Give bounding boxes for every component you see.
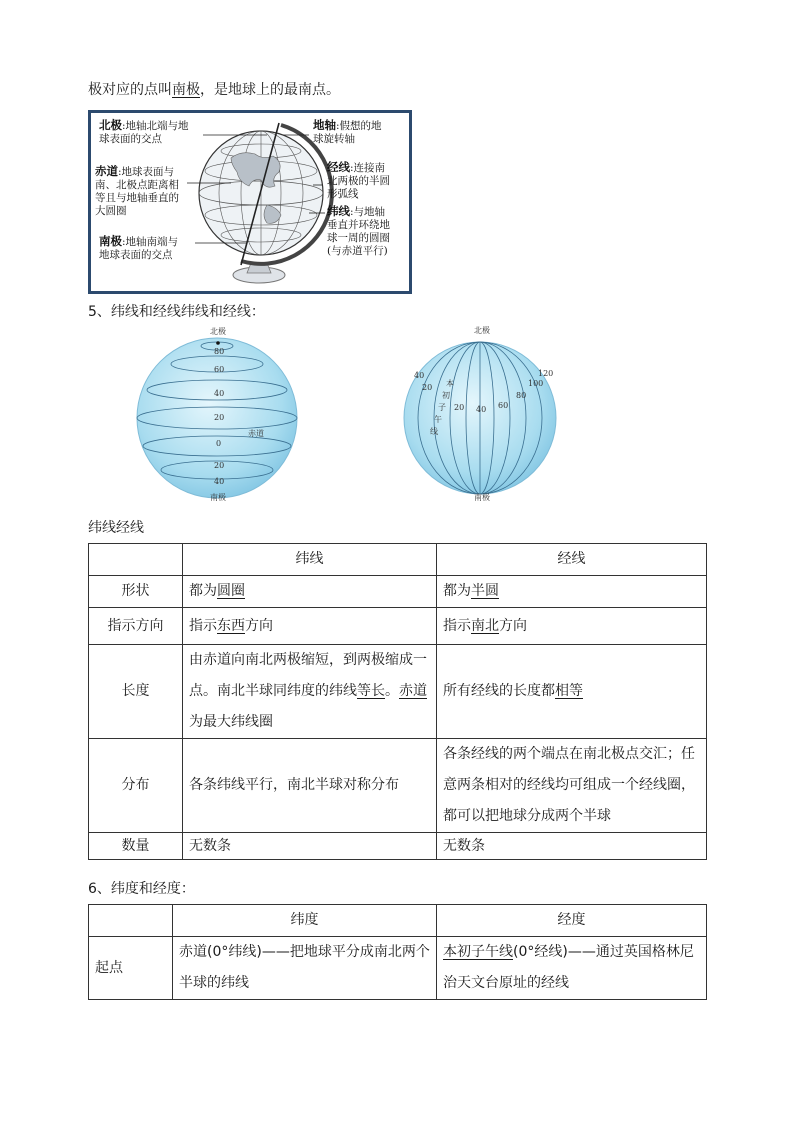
table-cell: 赤道(0°纬线)——把地球平分成南北两个 半球的纬线 bbox=[173, 937, 437, 1000]
lat-lon-comparison-table bbox=[88, 543, 707, 860]
lon-tick: 120 bbox=[538, 369, 554, 378]
table-row bbox=[89, 544, 707, 576]
lat-tick: 80 bbox=[214, 347, 225, 356]
table-row bbox=[89, 739, 707, 833]
section6-title: 6、纬度和经度： bbox=[88, 881, 195, 897]
table-cell: 无数条 bbox=[183, 833, 437, 860]
row-label: 长度 bbox=[89, 645, 183, 739]
lat-tick: 20 bbox=[214, 461, 225, 470]
row-label: 数量 bbox=[89, 833, 183, 860]
equator-callout: 赤道:地球表面与 南、北极点距离相 等且与地轴垂直的 大圆圈 bbox=[95, 164, 179, 217]
table-cell: 所有经线的长度都相等 bbox=[437, 645, 707, 739]
intro-line: 极对应的点叫南极，是地球上的最南点。 bbox=[88, 82, 340, 98]
lon-tick: 60 bbox=[498, 401, 509, 410]
row-label: 分布 bbox=[89, 739, 183, 833]
lon-south-label: 南极 bbox=[474, 493, 490, 502]
prime-meridian-char: 初 bbox=[442, 391, 450, 400]
latitude-longitude-table bbox=[88, 904, 707, 1000]
lat-tick: 40 bbox=[214, 389, 225, 398]
south-pole-callout: 南极:地轴南端与 地球表面的交点 bbox=[99, 234, 179, 261]
prime-meridian-char: 本 bbox=[446, 379, 454, 388]
equator-label: 赤道 bbox=[248, 429, 264, 438]
prime-meridian-char: 线 bbox=[430, 427, 438, 436]
header-cell: 经线 bbox=[437, 544, 707, 576]
table-cell: 都为圆圈 bbox=[183, 576, 437, 608]
lon-tick: 20 bbox=[454, 403, 465, 412]
table-row bbox=[89, 608, 707, 645]
axis-callout: 地轴:假想的地 球旋转轴 bbox=[313, 118, 382, 145]
lat-south-label: 南极 bbox=[210, 493, 226, 502]
latitude-globe bbox=[130, 322, 310, 502]
lat-tick: 60 bbox=[214, 365, 225, 374]
header-cell: 纬度 bbox=[173, 905, 437, 937]
globe-figure bbox=[88, 110, 412, 294]
table-row bbox=[89, 576, 707, 608]
table-cell: 由赤道向南北两极缩短，到两极缩成一 点。南北半球同纬度的纬线等长。赤道 为最大纬线圈 bbox=[183, 645, 437, 739]
table1-caption: 纬线经线 bbox=[88, 520, 144, 536]
south-pole-term: 南极 bbox=[172, 82, 200, 98]
table-row bbox=[89, 905, 707, 937]
table-cell: 指示南北方向 bbox=[437, 608, 707, 645]
table-cell: 各条纬线平行，南北半球对称分布 bbox=[183, 739, 437, 833]
prime-meridian-char: 午 bbox=[434, 415, 442, 424]
parallel-callout: 纬线:与地轴 垂直并环绕地 球一周的圆圈 (与赤道平行) bbox=[327, 204, 390, 257]
row-label: 起点 bbox=[89, 937, 173, 1000]
lat-tick: 40 bbox=[214, 477, 225, 486]
lat-tick: 20 bbox=[214, 413, 225, 422]
table-cell: 本初子午线(0°经线)——通过英国格林尼 治天文台原址的经线 bbox=[437, 937, 707, 1000]
lon-tick: 80 bbox=[516, 391, 527, 400]
table-cell: 都为半圆 bbox=[437, 576, 707, 608]
lon-tick: 40 bbox=[414, 371, 425, 380]
lon-north-label: 北极 bbox=[474, 326, 490, 335]
row-label: 形状 bbox=[89, 576, 183, 608]
header-cell: 纬线 bbox=[183, 544, 437, 576]
lon-tick: 20 bbox=[422, 383, 433, 392]
table-cell: 无数条 bbox=[437, 833, 707, 860]
header-cell: 经度 bbox=[437, 905, 707, 937]
prime-meridian-char: 子 bbox=[438, 403, 446, 412]
section5-title: 5、纬线和经线纬线和经线： bbox=[88, 304, 265, 320]
longitude-globe bbox=[398, 322, 568, 502]
lat-north-label: 北极 bbox=[210, 327, 226, 336]
table-row bbox=[89, 937, 707, 1000]
lon-tick: 100 bbox=[528, 379, 544, 388]
meridian-callout: 经线:连接南 北两极的半圆 形弧线 bbox=[327, 160, 390, 200]
table-cell: 指示东西方向 bbox=[183, 608, 437, 645]
table-cell: 各条经线的两个端点在南北极点交汇；任 意两条相对的经线均可组成一个经线圈， 都可以把地球分成两个半球 bbox=[437, 739, 707, 833]
table-row bbox=[89, 645, 707, 739]
row-label: 指示方向 bbox=[89, 608, 183, 645]
lat-tick: 0 bbox=[216, 439, 222, 448]
north-pole-callout: 北极:地轴北端与地 球表面的交点 bbox=[99, 118, 189, 145]
lon-tick: 40 bbox=[476, 405, 487, 414]
table-row bbox=[89, 833, 707, 860]
